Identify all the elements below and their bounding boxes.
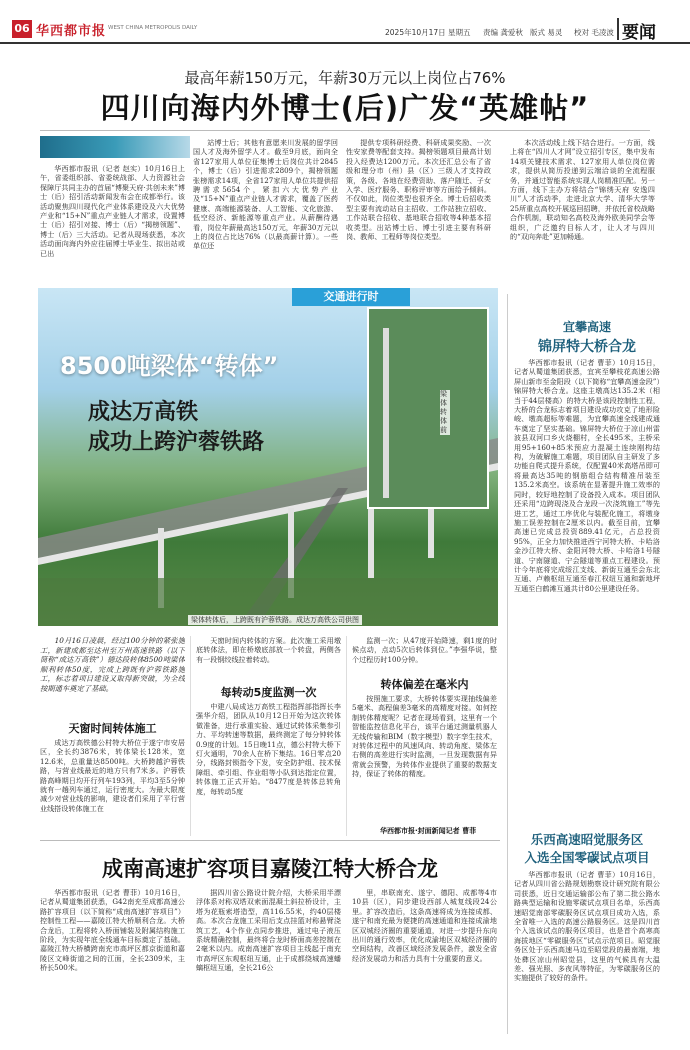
story1-title-2: 锦屏特大桥合龙 [538, 339, 636, 355]
bottom-headline: 成南高速扩容项目嘉陵江特大桥合龙 [102, 857, 438, 881]
headline-rule [40, 130, 650, 131]
story2-body: 华西都市报讯（记者 曹菲）10月16日，记者从四川省公路规划勘察设计研究院有限公司获悉，近日交通运输部公布了第二批公路水路典型运输和设施零碳试点项目名单，乐西高速昭觉南部零碳服务区试点项目成功入选，系全省唯一入选的高速公路服务区。这是四川首个入选该试点的服务区项目，也是首个高寒高海拔地区“零碳服务区”试点示范项目。昭觉服务区处于乐西高速马边至昭觉段的最南端，地处彝区凉山州昭觉县，这里的气候具有大温差、强光照、多夜风等特征，为零碳服务区的实施提供了较好的条件。 [514, 870, 660, 983]
feature-col-3b: 按照施工要求，大桥转体要实现抽线偏差5毫米、高程偏差3毫米的高精度对接。如何控制转体精度呢？记者在现场看到，这里有一个智能监控信息化平台，该平台通过测量机器人无线传输和BIM（数字模型）数字孪生技术，对转体过程中的风速风向、转动角度、梁体左右侧的高差进行实时监测，一旦发现数据有异常就会预警，为转体作业提供了重要的数据支持，保证了转体的精度。 [352, 694, 497, 779]
feature-headline-1: 成达万高铁 [88, 400, 199, 425]
issue-date: 2025年10月17日 星期五 [385, 28, 471, 37]
feature-col-1: 10月16日凌晨，经过100分钟的紧张施工，新建成都至达州至万州高速铁路（以下简称“成达万高铁”）德达段转体8500吨梁体顺利转体50度，完成上跨既有沪蓉铁路施工，标志着项目建设又取得新突破，为全线按期通车奠定了基础。 [40, 636, 185, 693]
column-rule [190, 636, 191, 836]
section-divider [617, 18, 619, 40]
feature-subhead-b: 每转动5度监测一次 [220, 686, 317, 699]
bottom-col-2: 据四川省公路设计院介绍，大桥采用半漂浮体系对称双塔双索面混凝土斜拉桥设计，主塔为花瓶索塔造型，高116.55米，约40层楼高。本次合龙施工采用后支点挂篮对称悬臂浇筑工艺，4个作业点同步推进，通过电子液压系统精确控制，最终将合龙时桥面高差控制在2毫米以内。成南高速扩容项目主线起于南充市高坪区东观枢纽互通，止于成都绕城高速蟠螭枢纽互通，全长216公 [196, 888, 341, 973]
proof-credit: 校对 毛凌波 [574, 28, 614, 37]
feature-subhead-c: 转体偏差在毫米内 [380, 678, 469, 691]
masthead-english: WEST CHINA METROPOLIS DAILY [108, 25, 198, 31]
masthead-logo: 华西都市报 [36, 24, 107, 39]
story2-title-1: 乐西高速昭觉服务区 [530, 832, 644, 847]
feature-byline: 华西都市报·封面新闻记者 曹菲 [380, 827, 477, 835]
lead-col-1: 华西都市报讯（记者 赵实）10月16日上午，省委组织部、省委统战部、人力资源社会保障厅共同主办的首届“博聚天府·共创未来”博士（后）招引活动新闻发布会在成都举行。该活动聚焦四川现代化产业体系建设及六大优势产业和“15+N”重点产业链人才需求，设置博士（后）招引对接、博士（后）“揭榜领题”、博士（后）三大活动。记者从现场获悉，本次活动面向海内外应往届博士毕业生、拟出站或已出 [40, 164, 185, 258]
feature-subhead-a: 天窗时间转体施工 [68, 722, 157, 735]
lead-photo [40, 136, 190, 158]
lead-col-2: 站博士后；其他有意愿来川发展的留学回国人才及海外留学人才。截至9月底，面向全省127家用人单位征集博士后岗位共计2845个，博士（后）引进需求2809个，揭榜领题张榜需求14项，全省127家用人单位共提供招聘需求5654个，紧扣六大优势产业及“15+N”重点产业链人才需求，覆盖了医药健康、高端能源装备、人工智能、文化旅游、低空经济、新能源等重点产业。从薪酬待遇看，岗位年薪最高达150万元，年薪30万元以上的岗位占比达76%（以最高薪计算）。一些单位还 [193, 138, 338, 251]
feature-col-2: 天窗时间内转体的方案。此次施工采用墩底转体法，即在桥墩底部放一个转盘，两侧各有一段钢绞线拉着转动。 [196, 636, 341, 664]
bottom-col-1: 华西都市报讯（记者 曹菲）10月16日，记者从蜀道集团获悉，G42南充至成都高速公路扩容项目（以下简称“成南高速扩容项目”）控制性工程——嘉陵江特大桥顺利合龙。大桥合龙后，工程将转入桥面铺装及附属结构施工阶段，为实现年底全线通车目标奠定了基础。嘉陵江特大桥横跨南充市高坪区都京街道和嘉陵区文峰街道之间的江面，全长2309米，主桥长500米。 [40, 888, 185, 973]
bottom-rule [40, 840, 500, 841]
feature-col-3: 监测一次；从47度开始降速，剩1度的时候点动，点动5次后转体到位。”李强华说，整个过程历时100分钟。 [352, 636, 497, 664]
lead-headline: 四川向海内外博士(后)广发“英雄帖” [100, 91, 590, 125]
feature-col-1b: 成达万高铁德公村特大桥位于遂宁市安居区，全长约3876米，转体梁长128米，宽12.6米，总重量达8500吨。大桥跨越沪蓉铁路，与营业线最近的地方只有7米多。沪蓉铁路高峰期日均开行列车193列，平均3至5分钟就有一趟列车通过，运行密度大。为最大限度减少对营业线的影响，建设者们采用了平行营业线搭设转体施工在 [40, 738, 185, 813]
story1-body: 华西都市报讯（记者 曹菲）10月15日，记者从蜀道集团获悉，宜宾至攀枝花高速公路屏山新市至金阳段（以下简称“宜攀高速金段”）锦屏特大桥合龙。这座主墩高达135.2米（相当于44层楼高）的特大桥是该段控制性工程，大桥的合龙标志着项目建设成功攻克了地形险峻、墩高超标等难题，为宜攀高速全线建成通车奠定了坚实基础。锦屏特大桥位于凉山州雷波县双河口乡火烧棚村，全长495米，主桥采用95+160+85米预应力混凝土连续刚构结构，为破解施工难题，项目团队自主研发了多功能自爬式提升系统，仅配置40米高塔吊即可将最高达35吨的钢筋组合结构精准吊装至135.2米高空。该系统在显著提升施工效率的同时，较好地控制了设备投入成本。项目团队还采用“边跨现浇及合龙段一次浇筑施工”等先进工艺，通过工序优化与装配化施工，将墩身施工误差控制在2厘米以内。截至目前，宜攀高速已完成总投资889.41亿元，占总投资95%，正全力加快推进西宁河特大桥、卡哈洛金沙江特大桥、金阳河特大桥、卡哈洛1号隧道、宁南隧道、宁会隧道等重点工程建设。预计今年底将完成绥江支线、新街互通至会东北互通、卢赖枢纽互通至春江权纽互通和新地坪互通至白鹤滩互通共计80公里建设任务。 [514, 358, 660, 593]
inset-caption: 梁体转体前 [440, 390, 450, 435]
lead-subtitle: 最高年薪150万元，年薪30万元以上岗位占76% [184, 69, 506, 87]
right-column-rule [507, 294, 508, 1034]
lead-col-3: 提供专项科研经费、科研成果奖励、一次性安家费等配套支持。揭榜领题项目最高计划投入经费达1200万元。本次还汇总公布了省级和理分市（州）县（区）三级人才支持政策，各级、各地在经费资助、落户随迁、子女入学、医疗服务、职称评审等方面给予倾斜。不仅如此，岗位类型也很齐全。博士后招收类型主要有流动站自主招收、工作站独立招收、工作站联合招收、基地联合招收等4种基本招收类型。出站博士后、博士引进主要有科研岗、教师、工程师等岗位类型。 [346, 138, 491, 242]
feature-col-2b: 中建八局成达万高铁工程指挥部指挥长李强华介绍，团队从10月12日开始为这次转体做准备，进行承重实验、通过试转体采集参引力、平均转速等数据，最终测定了每分钟转体0.9度的计划。15日晚11点，德公村特大桥下灯火通明，70余人在桥下集结。16日零点20分，线路封锁指令下发，安全防护组、技术保障组、牵引组、作业组等小队到达指定位置，转体施工正式开始。“8477度是转体总转角度，每转动5度 [196, 702, 341, 796]
design-credit: 版式 易灵 [530, 28, 563, 37]
feature-kicker: 8500吨梁体“转体” [60, 352, 279, 380]
feature-caption: 梁体转体后，上跨既有沪蓉铁路。成达万高铁公司供图 [188, 615, 362, 625]
lead-col-4: 本次活动线上线下结合进行。一方面，线上将在“四川人才网”设立招引专区，集中发布14项关键技术需求、127家用人单位岗位需求，提供从简历投递到云端洽谈的全流程服务，并通过智能系统实现人岗精准匹配。另一方面，线下主办方将结合“锦绣天府 安逸四川”人才活动季，走进北京大学、清华大学等25所重点高校开展巡回招聘，并依托省校战略合作机制，联动知名高校及海外欧美同学会等组织，广泛邀约目标人才，让人才与四川的“双向奔赴”更加畅通。 [510, 138, 655, 242]
story1-title-1: 宜攀高速 [562, 320, 611, 334]
bottom-col-3: 里，串联南充、遂宁、德阳、成都等4市10县（区），同步建设西部人城复线段24公里。扩容改造后，这条高速将成为连接成都、遂宁和南充最为便捷的高速通道和连接成渝地区双城经济圈的重要通道，对进一步提升东向出川的通行效率，优化成渝地区双城经济圈的空间结构，改善区域经济发展条件，激发全省经济发展动力和活力具有十分重要的意义。 [352, 888, 497, 963]
editor-credit: 责编 龚爱秋 [483, 28, 523, 37]
column-rule [346, 636, 347, 836]
section-band: 交通进行时 [292, 288, 410, 306]
feature-headline-2: 成功上跨沪蓉铁路 [88, 430, 265, 455]
story2-title-2: 入选全国零碳试点项目 [524, 850, 650, 865]
page-number: 06 [12, 20, 32, 38]
section-title: 要闻 [622, 23, 656, 43]
